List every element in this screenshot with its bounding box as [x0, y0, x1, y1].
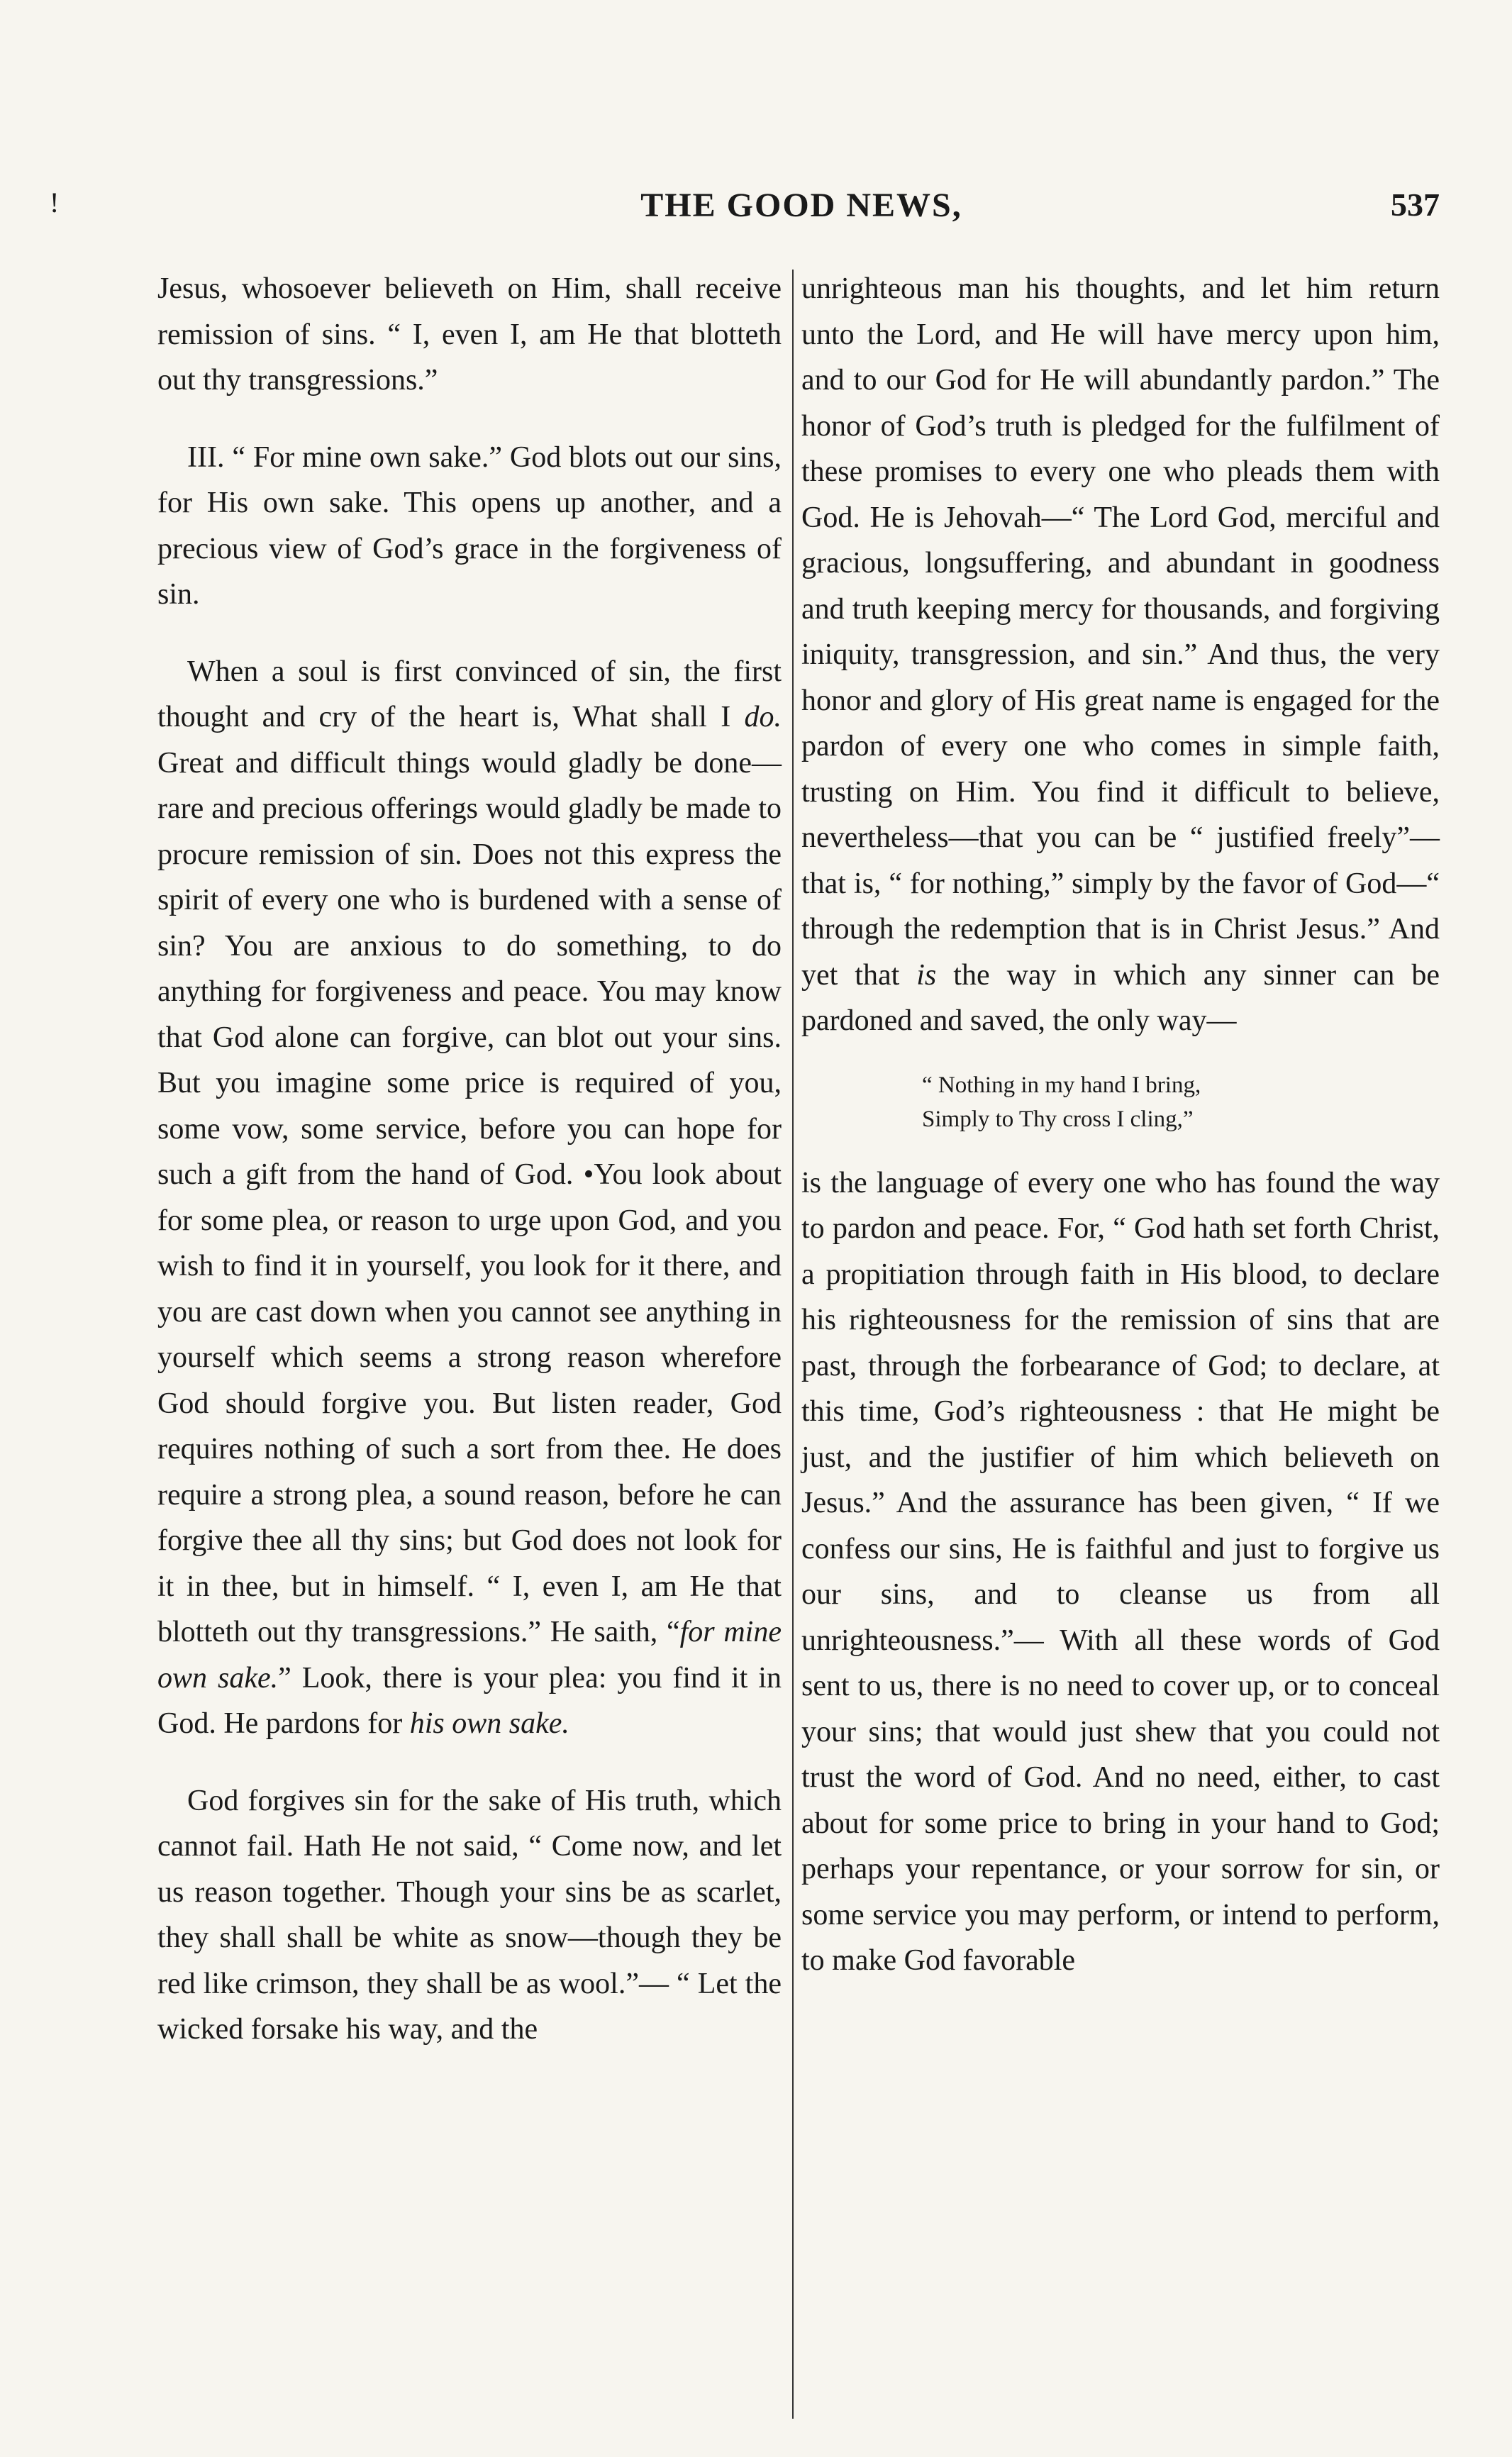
paragraph-3-own-sake: for mine own sake.: [157, 1616, 782, 1695]
running-title: THE GOOD NEWS,: [640, 187, 962, 224]
paragraph-5-part-a: unrighteous man his thoughts, and let him return unto the Lord, and He will have mercy upon him, and to our God for He will abundantly pardon.” The honor of God’s truth is pledged for the fulfilment of these promises to every one who pleads them with God. He is Jehovah—“ The Lord God, merciful and gracious, longsuffering, and abundant in goodness and truth keeping mercy for thousands, and forgiving iniquity, transgression, and sin.” And thus, the very honor and glory of His great name is engaged for the pardon of every one who comes in simple faith, trusting on Him. You find it difficult to believe, nevertheless—that you can be “ justified freely”—that is, “ for nothing,” simply by the favor of God—“ through the redemption that is in Christ Jesus.” And yet that: [801, 272, 1440, 992]
paragraph-3: [157, 649, 782, 1747]
paragraph-3-do: do.: [744, 701, 782, 733]
paragraph-3-part-a: When a soul is first convinced of sin, the first thought and cry of the heart is, What shall I: [157, 655, 782, 733]
verse-line-2: Simply to Thy cross I cling,”: [922, 1106, 1194, 1132]
verse-quote: [922, 1068, 1440, 1136]
column-divider: [792, 270, 794, 2419]
page-number: 537: [1391, 187, 1440, 223]
paragraph-6: is the language of every one who has found the way to pardon and peace. For, “ God hath set forth Christ, a propitiation through faith in His blood, to declare his righteousness for the remission of sins that are past, through the forbearance of God; to declare, at this time, God’s righteousness : that He might be just, and the justifier of him which believeth on Jesus.” And the assurance has been given, “ If we confess our sins, He is faithful and just to forgive us our sins, and to cleanse us from all unrighteousness.”— With all these words of God sent to us, there is no need to cover up, or to conceal your sins; that would just shew that you could not trust the word of God. And no need, either, to cast about for some price to bring in your hand to God; perhaps your repentance, or your sorrow for sin, or some service you may perform, or intend to perform, to make God favorable: [801, 1166, 1440, 1977]
page-header: [163, 186, 1440, 235]
margin-mark: !: [50, 187, 60, 218]
verse-line-1: “ Nothing in my hand I bring,: [922, 1072, 1201, 1098]
right-column: [801, 266, 1440, 1984]
paragraph-5-is: is: [916, 958, 937, 992]
paragraph-3-part-c: ” Look, there is your plea: you find it in God. He pardons for: [157, 1661, 782, 1740]
left-column: [157, 266, 782, 2053]
paragraph-5: [801, 266, 1440, 1044]
paragraph-3-part-b: Great and difficult things would gladly be done—rare and precious offerings would gladly be made to procure remission of sin. Does not this express the spirit of every one who is burdened with a sense of sin? You are anxious to do something, to do anything for forgiveness and peace. You may know that God alone can forgive, can blot out your sins. But you imagine some price is required of you, some vow, some service, before you can hope for such a gift from the hand of God. •You look about for some plea, or reason to urge upon God, and you wish to find it in yourself, you look for it there, and you are cast down when you cannot see anything in yourself which seems a strong reason wherefore God should forgive you. But listen reader, God requires nothing of such a sort from thee. He does require a strong plea, a sound reason, before he can forgive thee all thy sins; but God does not look for it in thee, but in himself. “ I, even I, am He that blotteth out thy transgressions.” He saith, “: [157, 746, 782, 1648]
paragraph-5-part-b: the way in which any sinner can be pardoned and saved, the only way—: [801, 958, 1440, 1037]
paragraph-1: Jesus, whosoever believeth on Him, shall receive remission of sins. “ I, even I, am He that blotteth out thy transgressions.”: [157, 272, 782, 396]
paragraph-3-his-own-sake: his own sake.: [409, 1707, 569, 1740]
paragraph-2: III. “ For mine own sake.” God blots out our sins, for His own sake. This opens up another, and a precious view of God’s grace in the forgiveness of sin.: [157, 440, 782, 611]
paragraph-4: God forgives sin for the sake of His truth, which cannot fail. Hath He not said, “ Come now, and let us reason together. Though your sins be as scarlet, they shall shall be white as snow—though they be red like crimson, they shall be as wool.”— “ Let the wicked forsake his way, and the: [157, 1784, 782, 2046]
